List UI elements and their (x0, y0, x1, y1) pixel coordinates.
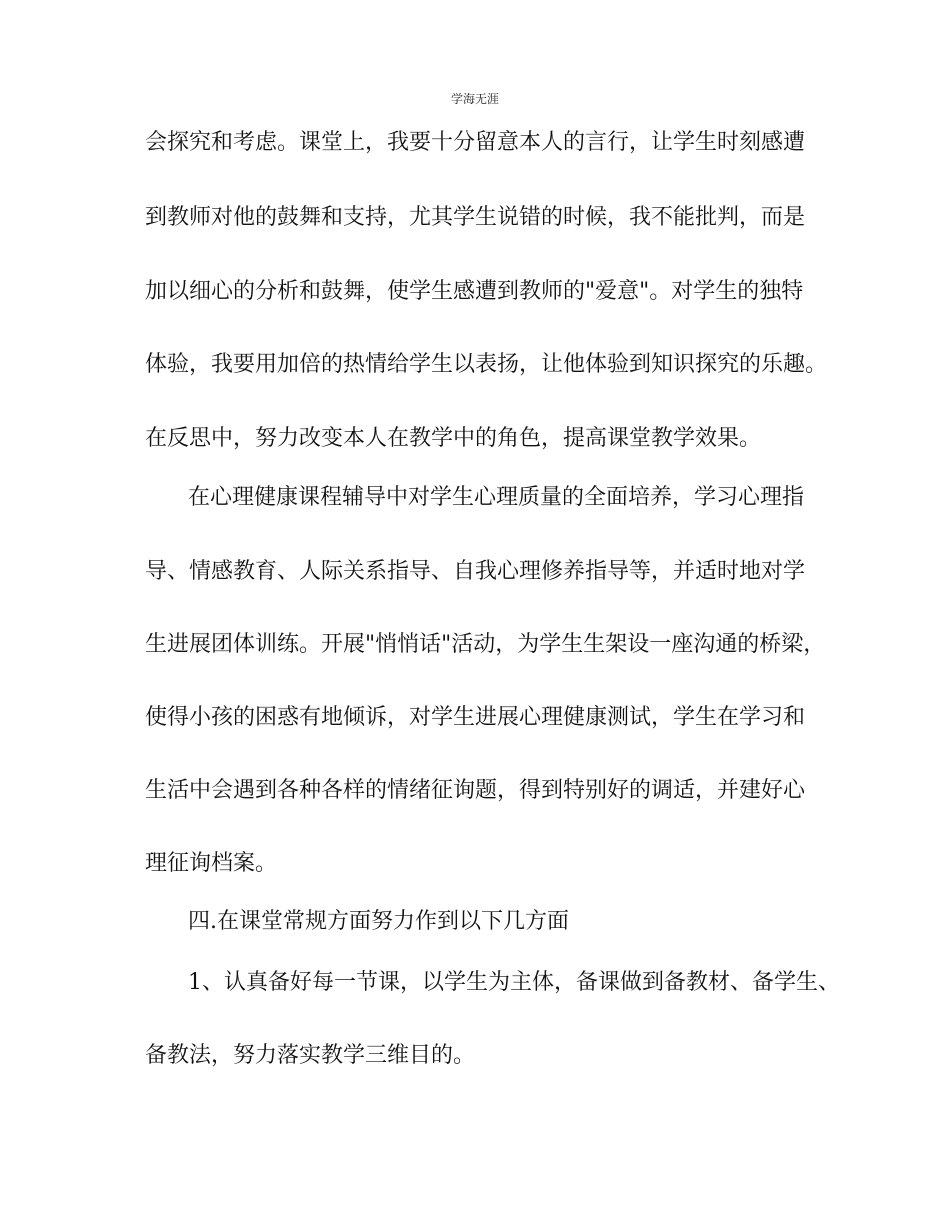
paragraph-line: 加以细心的分析和鼓舞，使学生感遭到教师的"爱意"。对学生的独特 (145, 279, 804, 304)
paragraph-line: 1、认真备好每一节课，以学生为主体，备课做到备教材、备学生、 (188, 970, 840, 995)
paragraph-line: 备教法，努力落实教学三维目的。 (145, 1043, 476, 1068)
paragraph-line: 使得小孩的困惑有地倾诉，对学生进展心理健康测试，学生在学习和 (145, 705, 806, 730)
section-heading: 四.在课堂常规方面努力作到以下几方面 (188, 909, 569, 934)
paragraph-line: 会探究和考虑。课堂上，我要十分留意本人的言行，让学生时刻感遭 (145, 130, 806, 155)
paragraph-line: 理征询档案。 (145, 851, 278, 876)
paragraph-line: 在反思中，努力改变本人在教学中的角色，提高课堂教学效果。 (145, 426, 762, 451)
paragraph-line: 体验，我要用加倍的热情给学生以表扬，让他体验到知识探究的乐趣。 (145, 352, 828, 377)
paragraph-line: 导、情感教育、人际关系指导、自我心理修养指导等，并适时地对学 (145, 559, 806, 584)
paragraph-line: 生进展团体训练。开展"悄悄话"活动，为学生生架设一座沟通的桥梁， (145, 632, 826, 657)
paragraph-line: 在心理健康课程辅导中对学生心理质量的全面培养，学习心理指 (188, 485, 805, 510)
page-header: 学海无涯 (450, 92, 499, 106)
paragraph-line: 到教师对他的鼓舞和支持，尤其学生说错的时候，我不能批判，而是 (145, 205, 806, 230)
paragraph-line: 生活中会遇到各种各样的情绪征询题，得到特别好的调适，并建好心 (145, 778, 806, 803)
